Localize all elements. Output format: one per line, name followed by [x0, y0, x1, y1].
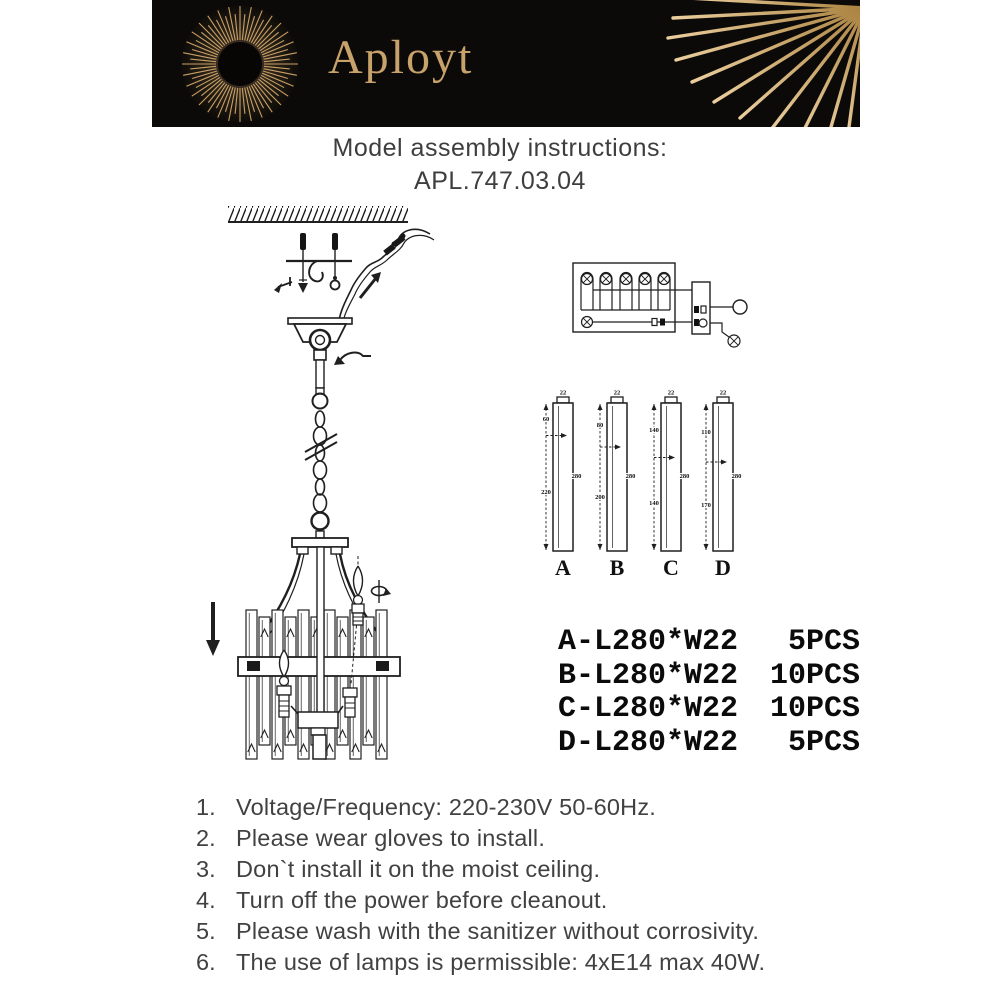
- parts-list-row: [558, 626, 860, 660]
- instruction-item: [196, 916, 876, 947]
- brand-name: Aployt: [328, 31, 474, 84]
- instruction-number: 1.: [196, 794, 216, 820]
- instruction-number: 3.: [196, 856, 216, 882]
- strip-top-width: 22: [613, 389, 621, 397]
- strip-top-width: 22: [559, 389, 567, 397]
- part-qty: 10PCS: [769, 692, 860, 726]
- instruction-number: 4.: [196, 887, 216, 913]
- strip-drawing-d: [701, 390, 741, 581]
- strip-length-dimension: 280: [625, 473, 636, 480]
- instruction-text: The use of lamps is permissible: 4xE14 max 40W.: [236, 949, 766, 975]
- strip-label: A: [555, 555, 571, 580]
- strip-top-width: 22: [719, 389, 727, 397]
- instruction-text: Please wear gloves to install.: [236, 825, 546, 851]
- part-code: D-L280*W22: [558, 725, 739, 760]
- terminal-block: [692, 282, 710, 334]
- strip-drawing-a: [541, 390, 581, 581]
- instruction-item: [196, 854, 876, 885]
- instruction-number: 2.: [196, 825, 216, 851]
- strip-length-dimension: 280: [571, 473, 582, 480]
- instruction-item: [196, 792, 876, 823]
- neutral-terminal-symbol: [733, 300, 747, 314]
- strip-length-dimension: 280: [679, 473, 690, 480]
- part-code: B-L280*W22: [558, 658, 739, 693]
- strip-bottom-dimension: 170: [701, 502, 711, 509]
- strip-top-dimension: 80: [596, 422, 604, 429]
- strip-length-dimension: 280: [731, 473, 742, 480]
- strip-top-dimension: 110: [701, 429, 711, 436]
- sunburst-icon: [152, 0, 342, 127]
- ceiling-canopy: [288, 318, 371, 388]
- parts-list-row: [558, 693, 860, 727]
- bottom-lamp-symbol: [582, 317, 593, 328]
- strip-label: B: [609, 555, 625, 580]
- mounting-screws-and-hook: [274, 233, 352, 293]
- instruction-item: [196, 947, 876, 978]
- power-cable: [338, 229, 434, 325]
- part-qty: 5PCS: [787, 725, 860, 760]
- parts-list-row: [558, 660, 860, 694]
- title-block: [0, 134, 1000, 196]
- instruction-list: [196, 792, 876, 978]
- strip-top-dimension: 60: [542, 416, 550, 423]
- hanging-chain: [305, 388, 337, 538]
- strip-bottom-dimension: 140: [649, 500, 659, 507]
- parts-list: [558, 626, 860, 760]
- side-lamp-symbol: [728, 335, 740, 347]
- strip-drawing-b: [595, 390, 635, 581]
- instruction-text: Turn off the power before cleanout.: [236, 887, 608, 913]
- strip-top-dimension: 140: [649, 427, 659, 434]
- strip-bottom-dimension: 220: [541, 489, 551, 496]
- strip-top-width: 22: [667, 389, 675, 397]
- page-title: Model assembly instructions:: [332, 134, 668, 162]
- ceiling-hatch: [228, 206, 408, 222]
- part-qty: 5PCS: [787, 625, 860, 659]
- strip-label: C: [663, 555, 679, 580]
- instruction-text: Don`t install it on the moist ceiling.: [236, 856, 601, 882]
- instruction-item: [196, 885, 876, 916]
- brand-banner: [152, 0, 860, 127]
- strip-drawing-c: [649, 390, 689, 581]
- rotate-bulb-icon: [372, 580, 392, 603]
- instruction-number: 6.: [196, 949, 216, 975]
- slide-down-arrow-icon: [206, 602, 220, 656]
- gold-rays-decoration: [570, 0, 860, 127]
- part-code: A-L280*W22: [558, 625, 739, 659]
- parts-list-row: [558, 727, 860, 761]
- strip-label: D: [715, 555, 731, 580]
- lamp-symbols: [581, 273, 670, 311]
- part-qty: 10PCS: [769, 658, 860, 693]
- instruction-item: [196, 823, 876, 854]
- model-number: APL.747.03.04: [414, 167, 586, 195]
- instruction-number: 5.: [196, 918, 216, 944]
- crystal-strip-drawings: [520, 385, 760, 590]
- instruction-text: Please wash with the sanitizer without corrosivity.: [236, 918, 760, 944]
- instruction-text: Voltage/Frequency: 220-230V 50-60Hz.: [236, 794, 657, 820]
- strip-bottom-dimension: 200: [595, 494, 605, 501]
- part-code: C-L280*W22: [558, 692, 739, 726]
- wiring-diagram: [555, 240, 780, 365]
- chandelier-assembly-diagram: [180, 198, 480, 798]
